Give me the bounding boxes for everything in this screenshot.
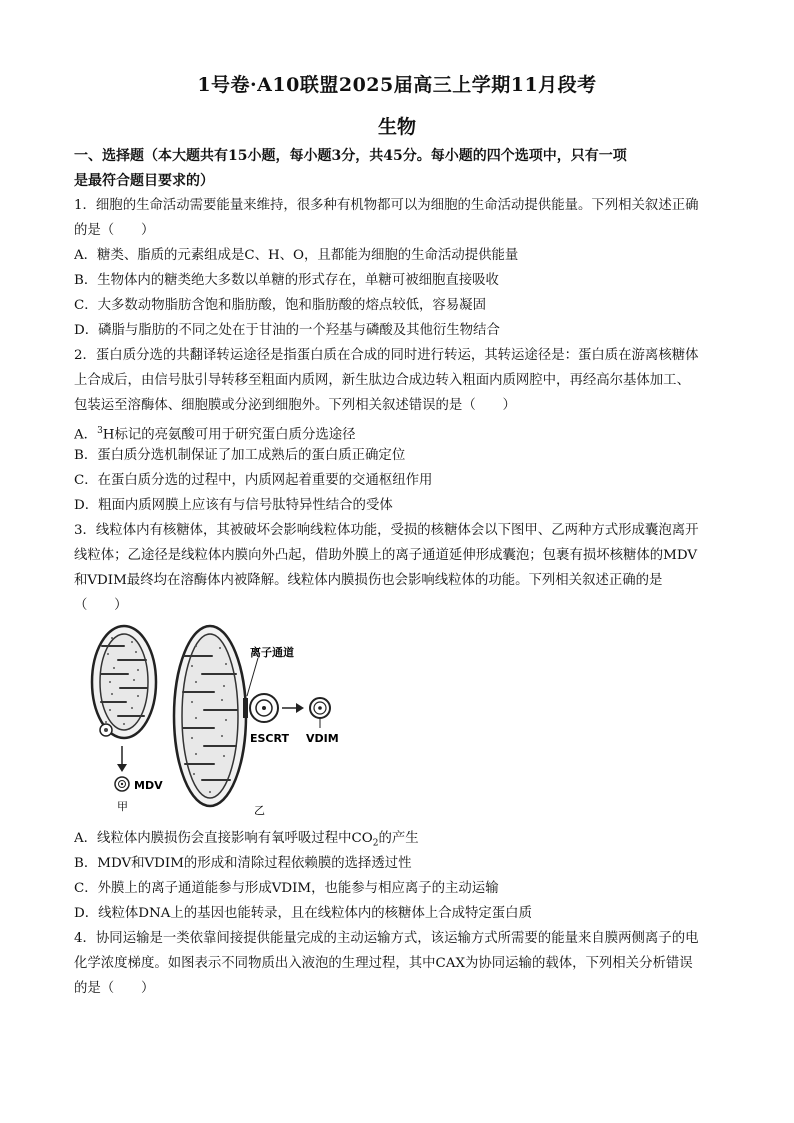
escrt-label: ESCRT [250,732,289,745]
q2-stem-line3: 包装运至溶酶体、细胞膜或分泌到细胞外。下列相关叙述错误的是（ ） [74,398,516,413]
arrow-right-head [296,703,304,713]
q3-option-c: C．外膜上的离子通道能参与形成VDIM，也能参与相应离子的主动运输 [74,881,499,896]
vdim-label: VDIM [306,732,339,745]
q1-option-b: B．生物体内的糖类绝大多数以单糖的形式存在，单糖可被细胞直接吸收 [74,273,499,288]
q2-option-b: B．蛋白质分选机制保证了加工成熟后的蛋白质正确定位 [74,448,406,463]
channel-pointer [247,658,258,696]
mitochondrion-yi [174,626,248,806]
q1-stem-line2: 的是（ ） [74,223,155,238]
mitochondria-figure [84,624,364,824]
q3-option-a-prefix: A．线粒体内膜损伤会直接影响有氧呼吸过程中CO [74,831,373,846]
q3-stem-line4: （ ） [74,598,128,613]
q2-option-a-superscript: 3 [97,426,103,436]
q1-option-c: C．大多数动物脂肪含饱和脂肪酸，饱和脂肪酸的熔点较低，容易凝固 [74,298,486,313]
q4-stem-line3: 的是（ ） [74,981,155,996]
exam-title: 1号卷·A10联盟2025届高三上学期11月段考 [197,74,597,96]
q3-option-b: B．MDV和VDIM的形成和清除过程依赖膜的选择透过性 [74,856,412,871]
ion-channel [243,698,248,718]
q1-option-d: D．磷脂与脂肪的不同之处在于甘油的一个羟基与磷酸及其他衍生物结合 [74,323,500,338]
q2-stem-line1: 2．蛋白质分选的共翻译转运途径是指蛋白质在合成的同时进行转运，其转运途径是：蛋白质在游离核糖体 [74,348,699,363]
section-heading-line2: 是最符合题目要求的） [74,173,214,189]
q2-stem-line2: 上合成后，由信号肽引导转移至粗面内质网，新生肽边合成边转入粗面内质网腔中，再经高尔基体加工、 [74,373,690,388]
q3-stem-line1: 3．线粒体内有核糖体，其被破坏会影响线粒体功能，受损的核糖体会以下图甲、乙两种方式形成囊泡离开 [74,523,699,538]
yi-label: 乙 [254,804,265,817]
q3-stem-line2: 线粒体；乙途径是线粒体内膜向外凸起，借助外膜上的离子通道延伸形成囊泡；包裹有损坏核糖体的MDV [74,548,698,563]
mdv-label: MDV [134,779,163,792]
arrow-down-head [117,764,127,772]
q3-option-a [74,830,726,853]
q4-stem-line2: 化学浓度梯度。如图表示不同物质出入液泡的生理过程，其中CAX为协同运输的载体，下列相关分析错误 [74,956,693,971]
section-heading-line1: 一、选择题（本大题共有15小题，每小题3分，共45分。每小题的四个选项中，只有一项 [74,148,627,164]
q1-stem-line1: 1．细胞的生命活动需要能量来维持，很多种有机物都可以为细胞的生命活动提供能量。下列相关叙述正确 [74,198,699,213]
q4-stem-line1: 4．协同运输是一类依靠间接提供能量完成的主动运输方式，该运输方式所需要的能量来自膜两侧离子的电 [74,931,699,946]
q2-option-a-text: H标记的亮氨酸可用于研究蛋白质分选途径 [102,427,356,443]
q2-option-a-prefix: A． [74,427,98,443]
q2-option-a [74,422,726,444]
q3-stem-line3: 和VDIM最终均在溶酶体内被降解。线粒体内膜损伤也会影响线粒体的功能。下列相关叙述正确的是 [74,573,663,588]
subject-title: 生物 [377,116,416,138]
mitochondrion-jia [92,626,156,738]
q2-option-c: C．在蛋白质分选的过程中，内质网起着重要的交通枢纽作用 [74,473,433,488]
q1-option-a: A．糖类、脂质的元素组成是C、H、O，且都能为细胞的生命活动提供能量 [74,248,519,263]
q3-option-a-text: 的产生 [378,831,419,846]
q3-option-a-subscript: 2 [372,838,379,849]
ion-channel-label: 离子通道 [250,646,294,659]
q2-option-d: D．粗面内质网膜上应该有与信号肽特异性结合的受体 [74,498,393,513]
q3-option-d: D．线粒体DNA上的基因也能转录，且在线粒体内的核糖体上合成特定蛋白质 [74,906,532,921]
jia-label: 甲 [117,800,128,813]
